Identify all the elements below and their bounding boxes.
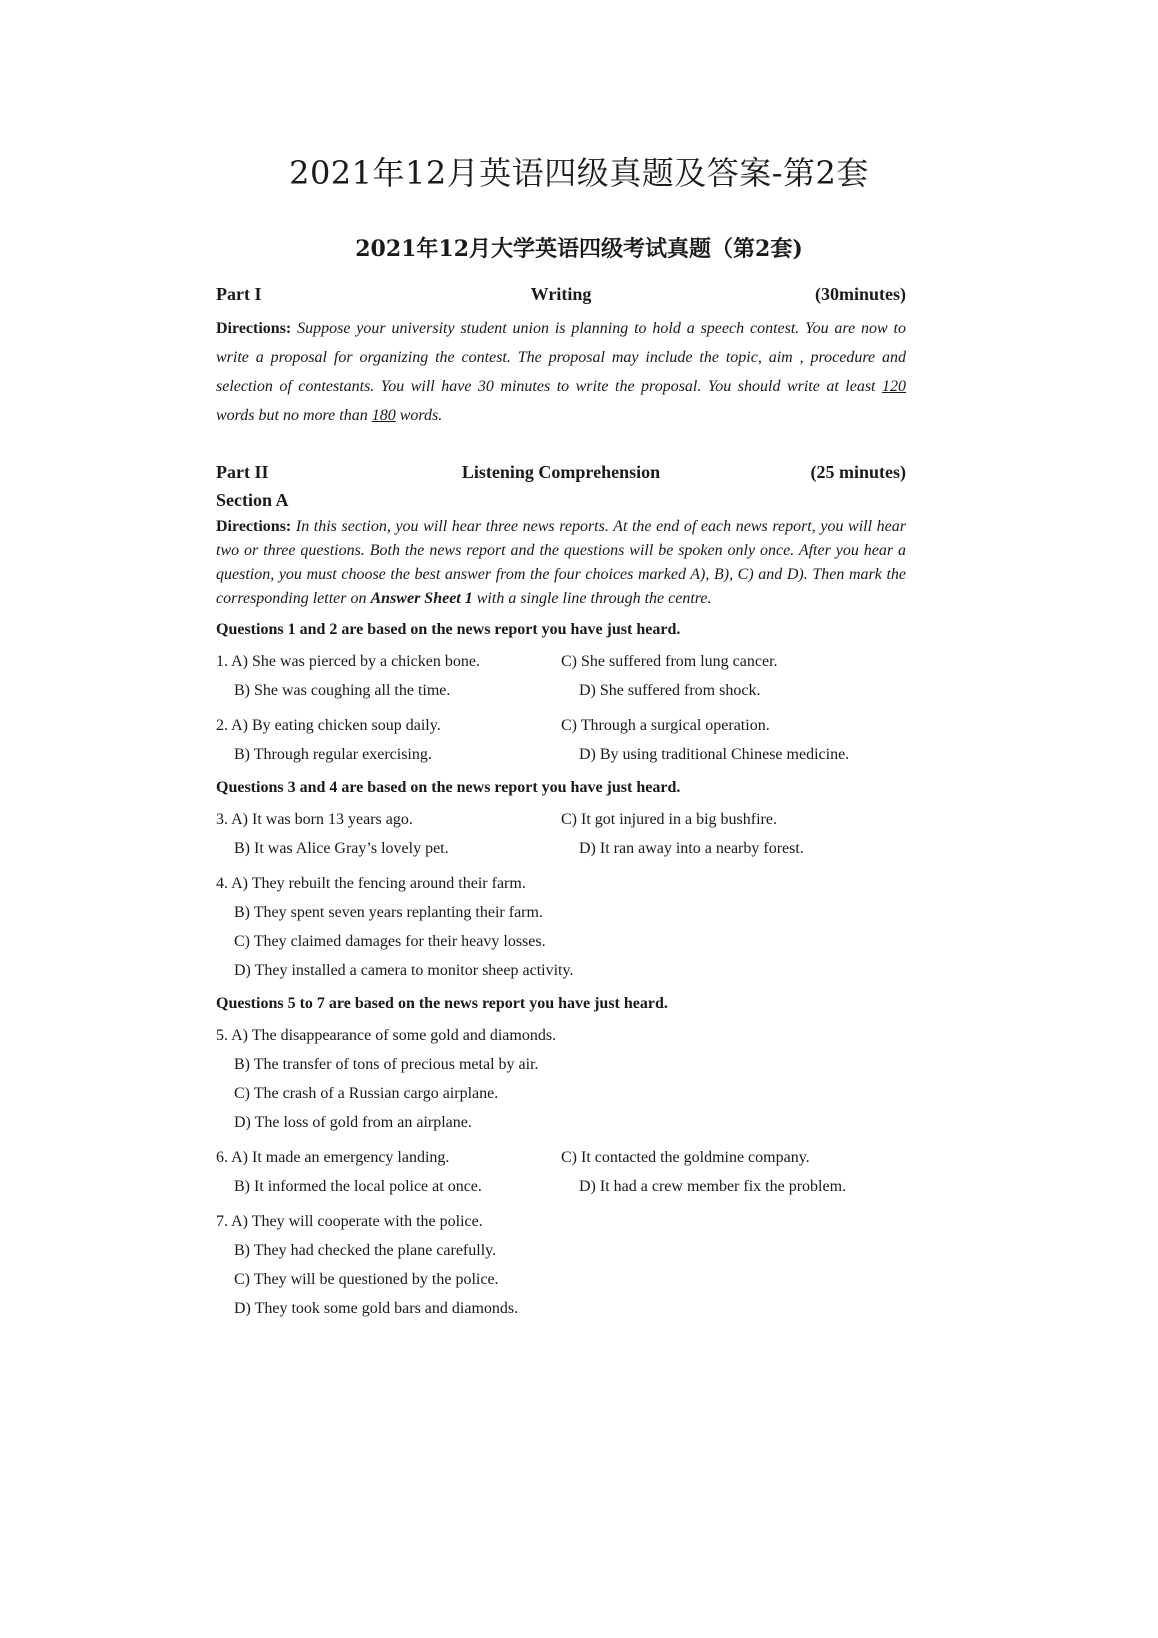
question-item — [216, 1143, 906, 1201]
part1-directions-text — [216, 320, 906, 424]
option-a: 1. A) She was pierced by a chicken bone. — [216, 652, 480, 670]
part2-directions-text-2: with a single line through the centre. — [472, 590, 712, 607]
option-b: B) It was Alice Gray’s lovely pet. — [234, 839, 449, 857]
part1-directions-text-3: words. — [395, 407, 443, 424]
part2-directions — [216, 515, 906, 611]
part2-directions-text — [216, 518, 906, 607]
option-a: 7. A) They will cooperate with the police. — [216, 1212, 483, 1230]
question-item — [216, 1207, 906, 1323]
max-words: 180 — [371, 407, 396, 424]
option-b: B) They spent seven years replanting their farm. — [234, 903, 543, 921]
option-d: D) She suffered from shock. — [579, 681, 761, 699]
question-item — [216, 711, 906, 769]
exam-content — [216, 280, 906, 1329]
question-item — [216, 869, 906, 985]
answer-sheet-label: Answer Sheet 1 — [370, 590, 473, 607]
option-b: B) The transfer of tons of precious metal by air. — [234, 1055, 539, 1073]
part1-directions-label: Directions: — [216, 320, 292, 337]
part2-time: (25 minutes) — [810, 461, 906, 482]
option-d: D) They took some gold bars and diamonds. — [234, 1299, 519, 1317]
part2-directions-label: Directions: — [216, 518, 292, 535]
question-group-header: Questions 3 and 4 are based on the news report you have just heard. — [216, 779, 681, 796]
question-group-header: Questions 1 and 2 are based on the news report you have just heard. — [216, 621, 681, 638]
page-title: 2021年12月英语四级真题及答案-第2套 — [289, 154, 869, 192]
option-b: B) They had checked the plane carefully. — [234, 1241, 497, 1259]
question-item — [216, 647, 906, 705]
option-c: C) Through a surgical operation. — [561, 716, 770, 734]
question-group-header: Questions 5 to 7 are based on the news report you have just heard. — [216, 995, 668, 1012]
exam-subtitle: 2021年12月大学英语四级考试真题（第2套) — [355, 236, 803, 262]
option-c: C) It got injured in a big bushfire. — [561, 810, 777, 828]
question-item — [216, 805, 906, 863]
option-d: D) The loss of gold from an airplane. — [234, 1113, 472, 1131]
option-c: C) The crash of a Russian cargo airplane. — [234, 1084, 499, 1102]
option-c: C) She suffered from lung cancer. — [561, 652, 778, 670]
option-c: C) They will be questioned by the police. — [234, 1270, 499, 1288]
part1-directions-text-1: Suppose your university student union is planning to hold a speech contest. You are now to write a proposal for organizing the contest. The proposal may include the topic, aim , procedure and selection of contestants. You will have 30 minutes to write the proposal. You should write at least — [216, 320, 906, 395]
option-b: B) She was coughing all the time. — [234, 681, 451, 699]
part2-title: Listening Comprehension — [461, 461, 661, 482]
option-a: 6. A) It made an emergency landing. — [216, 1148, 450, 1166]
part2-heading — [216, 458, 906, 486]
option-c: C) It contacted the goldmine company. — [561, 1148, 810, 1166]
part2-name: Part II — [216, 461, 269, 482]
option-c: C) They claimed damages for their heavy losses. — [234, 932, 546, 950]
option-b: B) Through regular exercising. — [234, 745, 432, 763]
part1-directions — [216, 314, 906, 430]
option-d: D) It had a crew member fix the problem. — [579, 1177, 847, 1195]
option-d: D) By using traditional Chinese medicine. — [579, 745, 850, 763]
min-words: 120 — [882, 378, 906, 395]
question-item — [216, 1021, 906, 1137]
option-a: 3. A) It was born 13 years ago. — [216, 810, 413, 828]
part1-time: (30minutes) — [815, 283, 906, 304]
part1-directions-text-2: words but no more than — [216, 407, 372, 424]
part1-heading — [216, 280, 906, 308]
option-a: 4. A) They rebuilt the fencing around their farm. — [216, 874, 526, 892]
section-a-heading: Section A — [216, 490, 289, 510]
option-b: B) It informed the local police at once. — [234, 1177, 482, 1195]
part2-directions-text-1: In this section, you will hear three news reports. At the end of each news report, you will hear two or three questions. Both the news report and the questions will be spoken only once. After you hear a question, you must choose the best answer from the four choices marked A), B), C) and D). Then mark the corresponding letter on — [216, 518, 907, 607]
option-a: 5. A) The disappearance of some gold and diamonds. — [216, 1026, 557, 1044]
option-a: 2. A) By eating chicken soup daily. — [216, 716, 441, 734]
option-d: D) It ran away into a nearby forest. — [579, 839, 804, 857]
part1-title: Writing — [530, 283, 592, 304]
option-d: D) They installed a camera to monitor sheep activity. — [234, 961, 574, 979]
part1-name: Part I — [216, 283, 262, 304]
